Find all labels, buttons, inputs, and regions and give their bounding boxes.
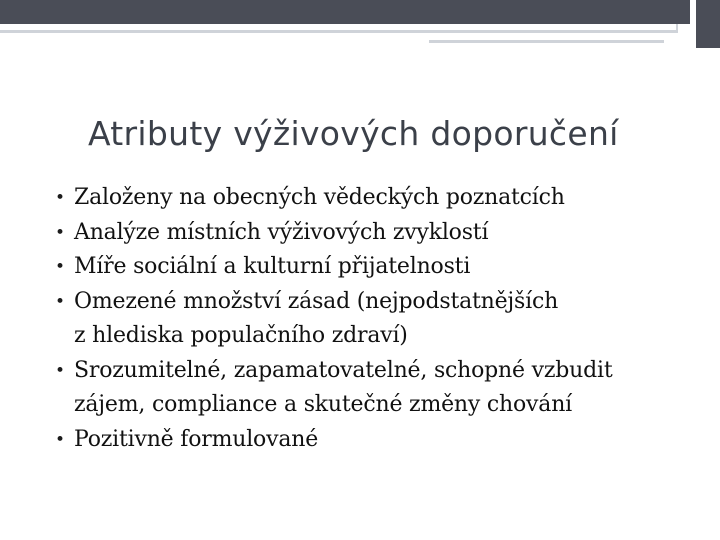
bullet-text: Analýze místních výživových zvyklostí	[74, 219, 489, 245]
bullet-icon: •	[55, 222, 65, 243]
bullet-text: Pozitivně formulované	[74, 426, 319, 452]
bullet-text: Založeny na obecných vědeckých poznatcích	[74, 185, 565, 210]
top-bar-corner	[696, 0, 720, 48]
bullet-item	[48, 285, 698, 354]
bullet-icon: •	[55, 429, 65, 450]
bullet-text-continuation: zájem, compliance a skutečné změny chování	[74, 392, 573, 417]
bullet-item	[48, 354, 698, 423]
bullet-item	[48, 216, 698, 251]
bullet-icon: •	[55, 291, 65, 312]
bullet-text: Srozumitelné, zapamatovatelné, schopné vzbudit	[74, 357, 613, 383]
bullet-item	[48, 181, 698, 216]
bullet-list	[48, 181, 698, 457]
bullet-text-continuation: z hlediska populačního zdraví)	[74, 323, 408, 348]
accent-line-secondary	[429, 40, 664, 43]
bullet-icon: •	[55, 257, 65, 277]
top-decoration	[0, 0, 720, 30]
bullet-icon: •	[55, 360, 65, 381]
slide-title: Atributy výživových doporučení	[88, 114, 619, 153]
bullet-item	[48, 250, 698, 285]
bullet-text: Míře sociální a kulturní přijatelnosti	[74, 254, 471, 279]
accent-line	[0, 30, 676, 33]
bullet-icon: •	[55, 188, 65, 208]
bullet-item	[48, 423, 698, 458]
top-bar	[0, 0, 690, 24]
bullet-text: Omezené množství zásad (nejpodstatnějších	[74, 288, 559, 314]
accent-connector	[676, 24, 678, 33]
